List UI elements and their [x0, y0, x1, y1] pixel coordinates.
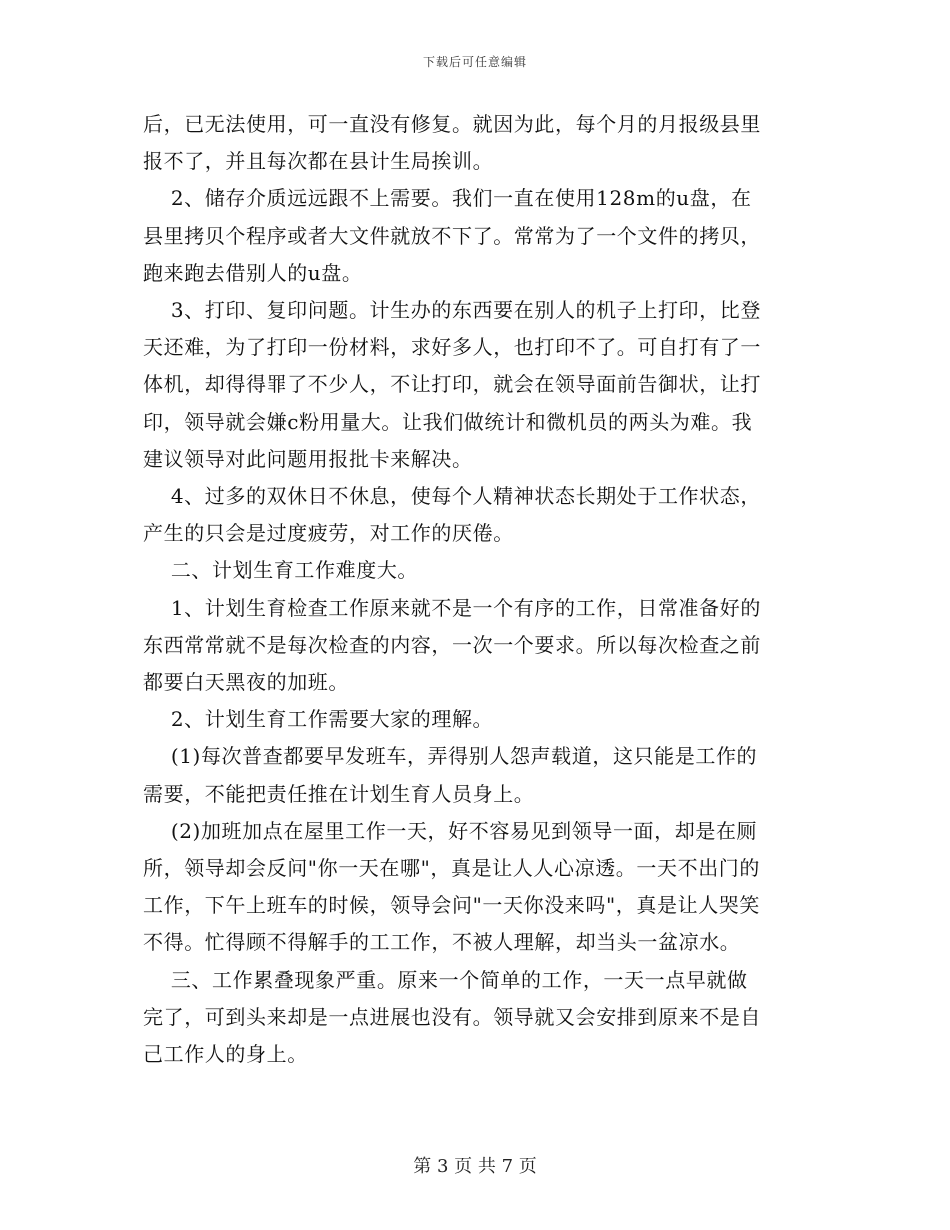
text-line: 需要，不能把责任推在计划生育人员身上。 [143, 781, 535, 806]
text-line: 印，领导就会嫌c粉用量大。让我们做统计和微机员的两头为难。我 [143, 409, 753, 434]
text-line: (2)加班加点在屋里工作一天，好不容易见到领导一面，却是在厕 [143, 818, 758, 843]
text-line: 报不了，并且每次都在县计生局挨训。 [143, 149, 494, 174]
text-line: 东西常常就不是每次检查的内容，一次一个要求。所以每次检查之前 [143, 632, 761, 657]
text-line: 三、工作累叠现象严重。原来一个简单的工作，一天一点早就做 [143, 967, 748, 992]
text-line: 己工作人的身上。 [143, 1042, 308, 1067]
text-line: (1)每次普查都要早发班车，弄得别人怨声载道，这只能是工作的 [143, 744, 758, 769]
text-line: 2、计划生育工作需要大家的理解。 [143, 707, 494, 732]
text-line: 二、计划生育工作难度大。 [143, 558, 419, 583]
page-header: 下载后可任意编辑 [422, 55, 527, 69]
text-line: 天还难，为了打印一份材料，求好多人，也打印不了。可自打有了一 [143, 335, 761, 360]
text-line: 后，已无法使用，可一直没有修复。就因为此，每个月的月报级县里 [143, 112, 761, 136]
page-number-footer: 第 3 页 共 7 页 [413, 1156, 537, 1177]
text-line: 完了，可到头来却是一点进展也没有。领导就又会安排到原来不是自 [143, 1004, 761, 1029]
text-line: 4、过多的双休日不休息，使每个人精神状态长期处于工作状态， [143, 484, 761, 509]
document-body [143, 106, 808, 1073]
text-line: 所，领导却会反问"你一天在哪"，真是让人人心凉透。一天不出门的 [143, 856, 760, 881]
text-line: 产生的只会是过度疲劳，对工作的厌倦。 [143, 521, 514, 546]
text-line: 建议领导对此问题用报批卡来解决。 [143, 446, 473, 471]
text-line: 县里拷贝个程序或者大文件就放不下了。常常为了一个文件的拷贝， [143, 223, 761, 248]
text-line: 不得。忙得顾不得解手的工工作，不被人理解，却当头一盆凉水。 [143, 930, 741, 955]
text-line: 1、计划生育检查工作原来就不是一个有序的工作，日常准备好的 [143, 595, 761, 620]
text-line: 2、储存介质远远跟不上需要。我们一直在使用128m的u盘，在 [143, 186, 752, 211]
text-line: 工作，下午上班车的时候，领导会问"一天你没来吗"，真是让人哭笑 [143, 893, 760, 918]
text-line: 跑来跑去借别人的u盘。 [143, 260, 363, 285]
text-line: 体机，却得得罪了不少人，不让打印，就会在领导面前告御状，让打 [143, 372, 761, 397]
text-line: 都要白天黑夜的加班。 [143, 670, 349, 695]
text-line: 3、打印、复印问题。计生办的东西要在别人的机子上打印，比登 [143, 298, 761, 323]
